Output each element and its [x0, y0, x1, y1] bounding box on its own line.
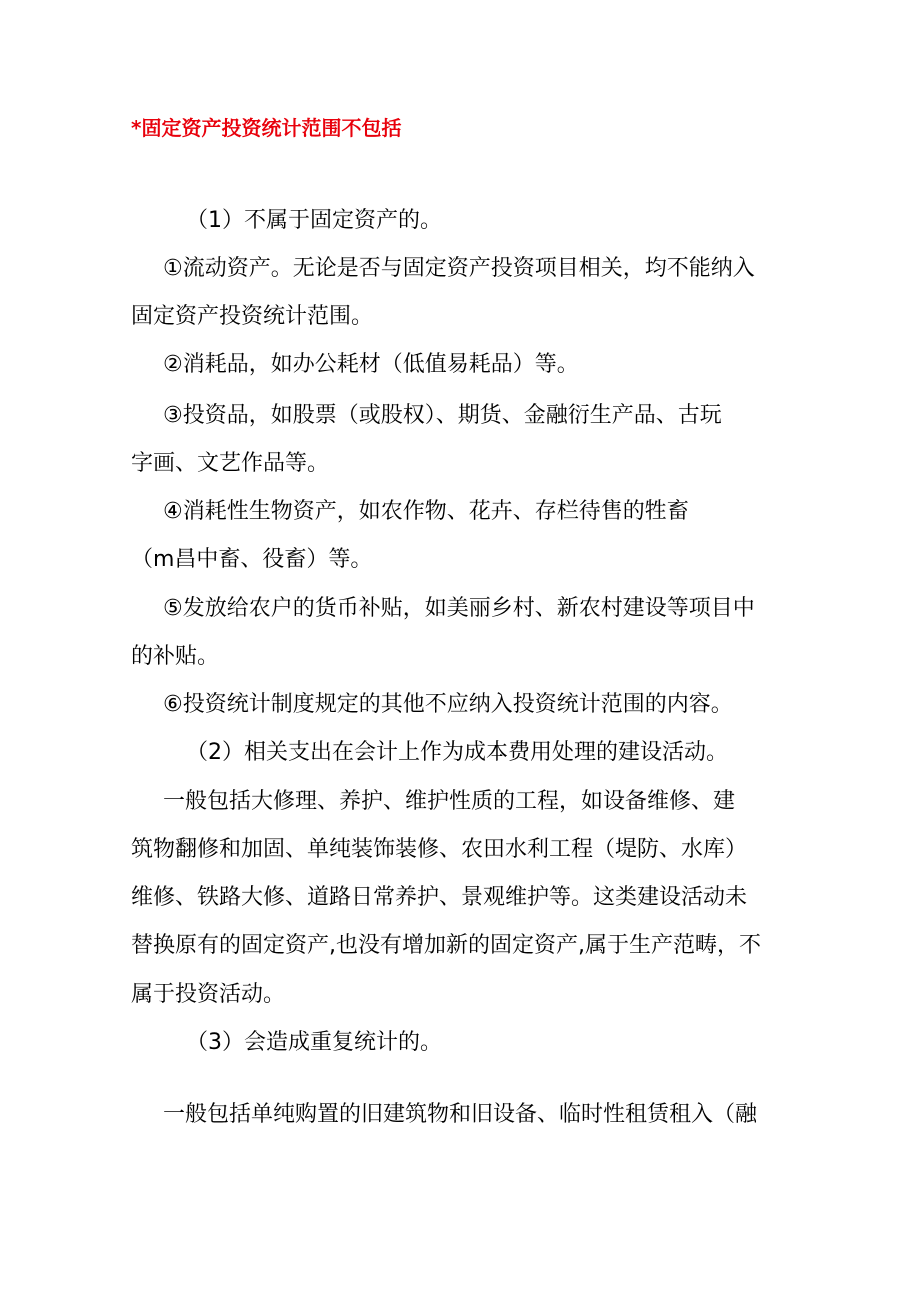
paragraph-line: 维修、铁路大修、道路日常养护、景观维护等。这类建设活动未 — [131, 885, 748, 910]
paragraph-line: 替换原有的固定资产,也没有增加新的固定资产,属于生产范畴，不 — [131, 933, 761, 958]
section-title: *固定资产投资统计范围不包括 — [131, 116, 402, 140]
paragraph-line: ②消耗品，如办公耗材（低值易耗品）等。 — [163, 352, 579, 377]
paragraph-line: ③投资品，如股票（或股权）、期货、金融衍生产品、古玩 — [163, 403, 722, 428]
paragraph-line: （2）相关支出在会计上作为成本费用处理的建设活动。 — [186, 740, 728, 765]
paragraph-line: 一般包括单纯购置的旧建筑物和旧设备、临时性租赁租入（融 — [163, 1102, 758, 1127]
paragraph-line: （m昌中畜、役畜）等。 — [131, 547, 373, 572]
paragraph-line: ⑤发放给农户的货币补贴，如美丽乡村、新农村建设等项目中 — [163, 596, 755, 621]
paragraph-line: 固定资产投资统计范围。 — [131, 304, 374, 329]
paragraph-line: 一般包括大修理、养护、维护性质的工程，如设备维修、建 — [163, 789, 736, 814]
paragraph-line: （1）不属于固定资产的。 — [186, 208, 442, 233]
paragraph-line: （3）会造成重复统计的。 — [186, 1030, 442, 1055]
paragraph-line: 筑物翻修和加固、单纯装饰装修、农田水利工程（堤防、水库） — [131, 837, 748, 862]
paragraph-line: 字画、文艺作品等。 — [131, 451, 330, 476]
paragraph-line: ①流动资产。无论是否与固定资产投资项目相关，均不能纳入 — [163, 256, 755, 281]
paragraph-line: ⑥投资统计制度规定的其他不应纳入投资统计范围的内容。 — [163, 692, 733, 717]
paragraph-line: ④消耗性生物资产，如农作物、花卉、存栏待售的牲畜 — [163, 499, 689, 524]
paragraph-line: 属于投资活动。 — [131, 982, 286, 1007]
paragraph-line: 的补贴。 — [131, 644, 220, 669]
